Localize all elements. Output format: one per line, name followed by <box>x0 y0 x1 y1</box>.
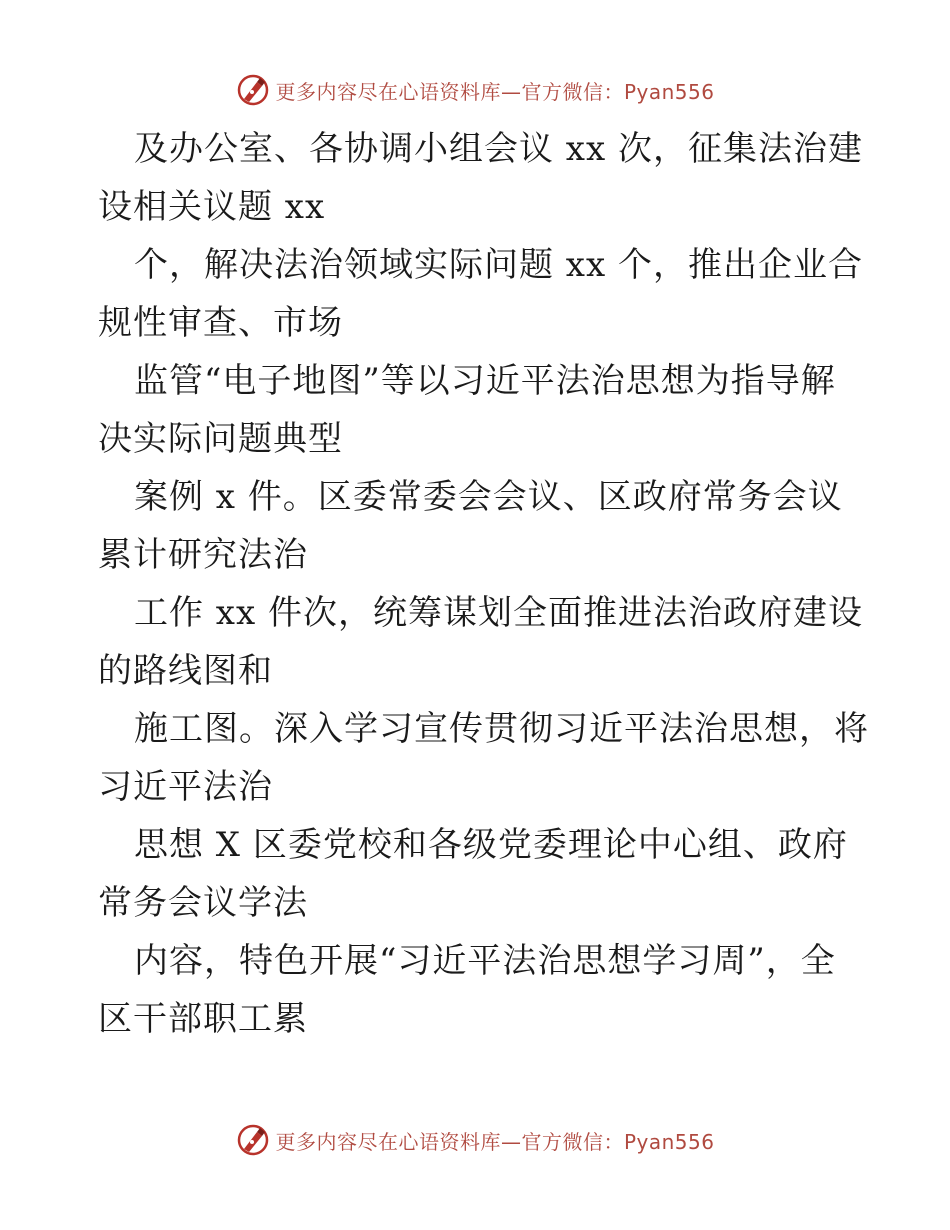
footer-banner-text: 更多内容尽在心语资料库—官方微信：Pyan556 <box>275 1129 715 1154</box>
body-line: 工作 xx 件次，统筹谋划全面推进法治政府建设 <box>134 593 863 633</box>
body-line: 决实际问题典型 <box>98 419 343 459</box>
body-line: 的路线图和 <box>98 651 273 691</box>
header-banner <box>0 70 950 110</box>
body-line: 个，解决法治领域实际问题 xx 个，推出企业合 <box>134 245 863 285</box>
body-line: 规性审查、市场 <box>98 303 343 343</box>
body-line: 设相关议题 xx <box>98 187 326 227</box>
body-line: 内容，特色开展“习近平法治思想学习周”，全 <box>134 941 836 981</box>
body-line: 思想 X 区委党校和各级党委理论中心组、政府 <box>134 825 848 865</box>
body-line: 案例 x 件。区委常委会会议、区政府常务会议 <box>134 477 843 517</box>
header-banner-text: 更多内容尽在心语资料库—官方微信：Pyan556 <box>275 79 715 104</box>
pen-nib-logo-icon <box>235 72 271 108</box>
body-line: 习近平法治 <box>98 767 273 807</box>
footer-banner <box>0 1120 950 1160</box>
body-line: 及办公室、各协调小组会议 xx 次，征集法治建 <box>134 129 863 169</box>
pen-nib-logo-icon <box>235 1122 271 1158</box>
body-line: 区干部职工累 <box>98 999 308 1039</box>
body-line: 施工图。深入学习宣传贯彻习近平法治思想，将 <box>134 709 869 749</box>
body-line: 监管“电子地图”等以习近平法治思想为指导解 <box>134 361 836 401</box>
document-body <box>98 120 869 1048</box>
body-line: 常务会议学法 <box>98 883 308 923</box>
body-line: 累计研究法治 <box>98 535 308 575</box>
